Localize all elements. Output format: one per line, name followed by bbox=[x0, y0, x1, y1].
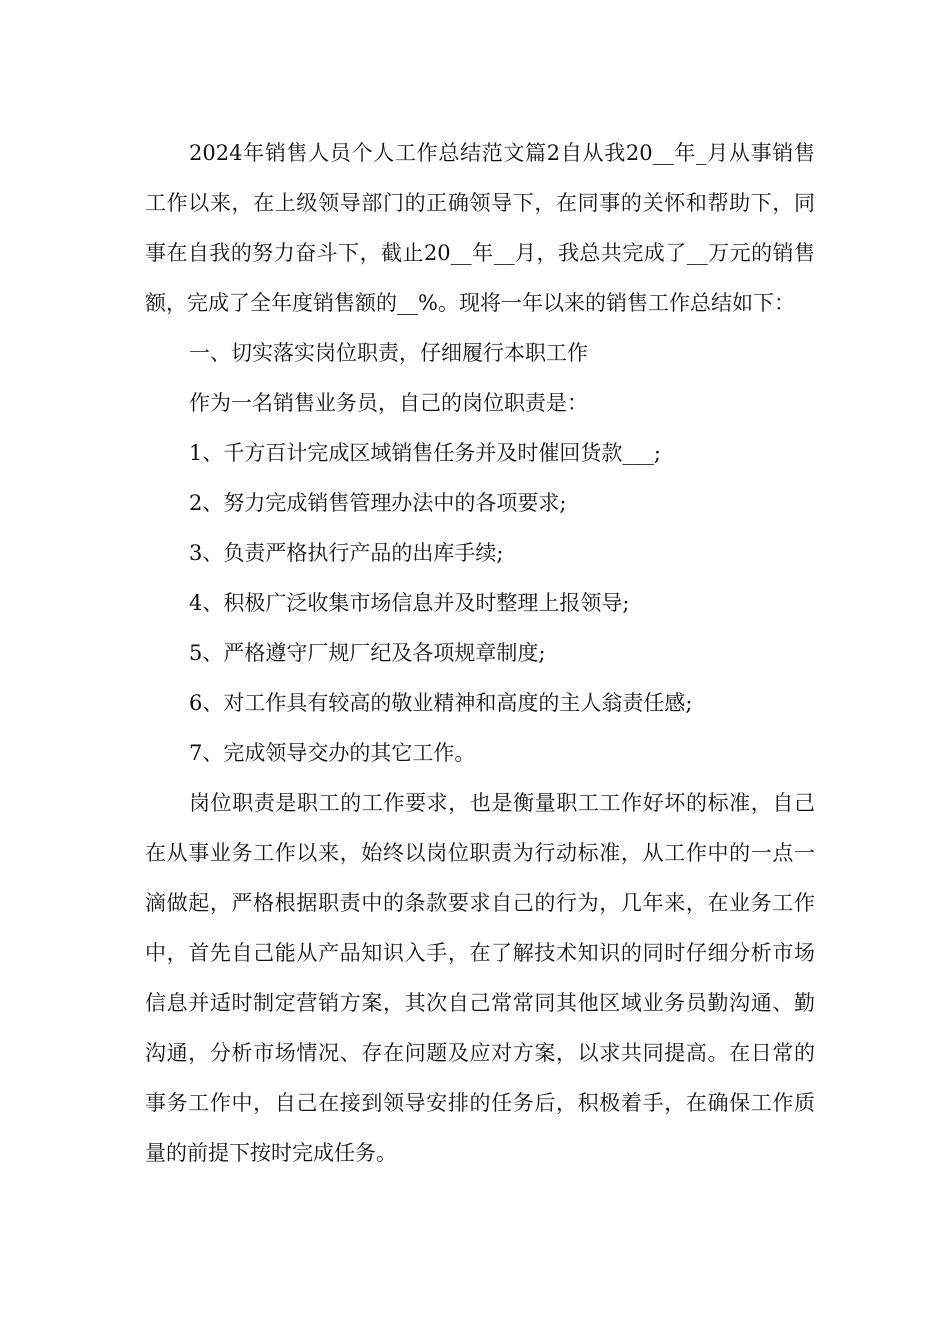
duty-item-7: 7、完成领导交办的其它工作。 bbox=[189, 741, 476, 765]
duties-intro: 作为一名销售业务员，自己的岗位职责是： bbox=[189, 391, 588, 415]
duty-item-6: 6、对工作具有较高的敬业精神和高度的主人翁责任感; bbox=[189, 691, 693, 715]
duty-item-2: 2、努力完成销售管理办法中的各项要求; bbox=[189, 491, 567, 515]
closing-paragraph: 岗位职责是职工的工作要求，也是衡量职工工作好坏的标准，自己在从事业务工作以来，始终以岗位职责为行动标准，从工作中的一点一滴做起，严格根据职责中的条款要求自己的行为，几年来，在业务工作中，首先自己能从产品知识入手，在了解技术知识的同时仔细分析市场信息并适时制定营销方案，其次自己常常同其他区域业务员勤沟通、勤沟通，分析市场情况、存在问题及应对方案，以求共同提高。在日常的事务工作中，自己在接到领导安排的任务后，积极着手，在确保工作质量的前提下按时完成任务。 bbox=[145, 791, 815, 1165]
duty-item-4: 4、积极广泛收集市场信息并及时整理上报领导; bbox=[189, 591, 630, 615]
intro-paragraph: 2024年销售人员个人工作总结范文篇2自从我20__年_月从事销售工作以来，在上级领导部门的正确领导下，在同事的关怀和帮助下，同事在自我的努力奋斗下，截止20__年__月，我总共完成了__万元的销售额，完成了全年度销售额的__%。现将一年以来的销售工作总结如下： bbox=[145, 141, 815, 315]
document-page bbox=[145, 128, 815, 1178]
duty-item-5: 5、严格遵守厂规厂纪及各项规章制度; bbox=[189, 641, 546, 665]
duty-item-1: 1、千方百计完成区域销售任务并及时催回货款___; bbox=[189, 441, 661, 465]
section-heading: 一、切实落实岗位职责，仔细履行本职工作 bbox=[189, 341, 588, 365]
duty-item-3: 3、负责严格执行产品的出库手续; bbox=[189, 541, 504, 565]
